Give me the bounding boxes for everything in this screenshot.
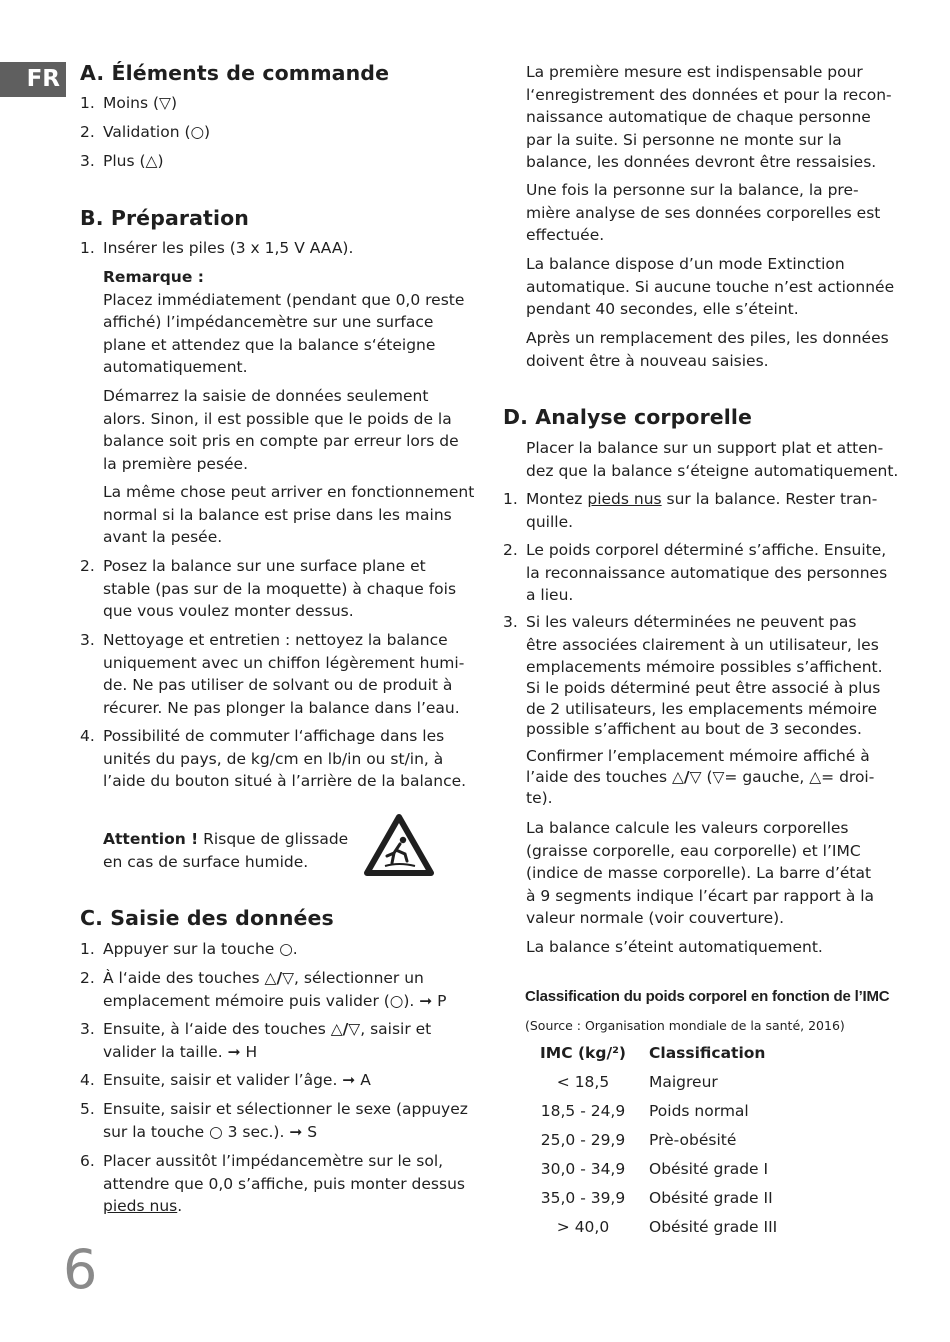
remark-label: Remarque :	[103, 268, 204, 286]
section-b-item-3: 3. Nettoyage et entretien : nettoyez la balance uniquement avec un chiffon légèrement humi- de. Ne pas utiliser de solvant ou de produit à récurer. Ne pas plonger la balance dans l’eau.	[80, 631, 465, 717]
table-row: 25,0 - 29,9 Prè-obésité	[540, 1130, 737, 1149]
section-d-paragraph-b: Confirmer l’emplacement mémoire affiché à l’aide des touches △/▽ (▽= gauche, △= droi- te).	[526, 747, 875, 807]
section-c-item-4: 4. Ensuite, saisir et valider l’âge. ➞ A	[80, 1071, 371, 1089]
minus-icon: ▽	[159, 94, 171, 112]
ok-icon: ○	[279, 940, 293, 958]
plus-minus-icon: △/▽	[330, 1020, 361, 1038]
remark-paragraph-3: La même chose peut arriver en fonctionnement normal si la balance est prise dans les mains avant la pesée.	[103, 483, 475, 546]
plus-icon: △	[809, 768, 822, 786]
table-row: 35,0 - 39,9 Obésité grade II	[540, 1188, 773, 1207]
section-a-item-1: 1. Moins (▽)	[80, 94, 178, 112]
table-row: > 40,0 Obésité grade III	[556, 1217, 778, 1236]
plus-minus-icon: △/▽	[264, 969, 295, 987]
section-b-title: B. Préparation	[80, 206, 249, 230]
table-row: 30,0 - 34,9 Obésité grade I	[540, 1159, 769, 1178]
measurement-paragraph-1: La première mesure est indispensable pour l‘enregistrement des données et pour la recon- naissance automatique de chaque personne par la suite. Si personne ne monte sur la balance, les données devront être ressaisies.	[526, 63, 892, 171]
ok-icon: ○	[190, 123, 205, 141]
section-d-paragraph-d: La balance s’éteint automatiquement.	[526, 938, 823, 956]
section-d-paragraph-c: La balance calcule les valeurs corporelles (graisse corporelle, eau corporelle) et l’IMC (indice de masse corporelle). La barre d’état à 9 segments indique l’écart par rapport à la valeur normale (voir couverture).	[526, 819, 875, 927]
plus-minus-icon: △/▽	[672, 768, 702, 786]
remark-paragraph-2: Démarrez la saisie de données seulement alors. Sinon, il est possible que le poids de la balance soit pris en compte par erreur lors de la première pesée.	[103, 387, 459, 473]
section-a-item-3: 3. Plus (△)	[80, 152, 164, 170]
table-row: 18,5 - 24,9 Poids normal	[540, 1101, 749, 1120]
table-row: < 18,5 Maigreur	[556, 1072, 718, 1091]
section-c-item-2: 2. À l‘aide des touches △/▽, sélectionner un emplacement mémoire puis valider (○). ➞ P	[80, 969, 447, 1010]
table-header-imc: IMC (kg/²)	[540, 1043, 626, 1062]
attention-note: Attention ! Risque de glissade en cas de surface humide.	[103, 830, 349, 871]
measurement-paragraph-2: Une fois la personne sur la balance, la pre- mière analyse de ses données corporelles est effectuée.	[526, 181, 881, 244]
imc-table	[521, 1038, 777, 1241]
ok-icon: ○	[209, 1122, 223, 1141]
section-d-intro: Placer la balance sur un support plat et atten- dez que la balance s‘éteigne automatiquement.	[526, 439, 899, 480]
section-c-title: C. Saisie des données	[80, 906, 334, 930]
section-d-title: D. Analyse corporelle	[503, 405, 753, 429]
measurement-paragraph-4: Après un remplacement des piles, les données doivent être à nouveau saisies.	[526, 329, 889, 370]
section-d-paragraph-a: Si le poids déterminé peut être associé à plus de 2 utilisateurs, les emplacements mémoire possible s’affichent au bout de 3 secondes.	[526, 679, 881, 738]
measurement-paragraph-3: La balance dispose d’un mode Extinction automatique. Si aucune touche n’est actionnée pendant 40 secondes, elle s’éteint.	[526, 255, 895, 318]
section-d-item-3: 3. Si les valeurs déterminées ne peuvent pas être associées clairement à un utilisateur, les emplacements mémoire possibles s’affichent.	[503, 613, 883, 676]
section-d-item-1: 1. Montez pieds nus sur la balance. Rester tran- quille.	[503, 490, 878, 531]
section-c-item-5: 5. Ensuite, saisir et sélectionner le sexe (appuyez sur la touche ○ 3 sec.). ➞ S	[80, 1100, 468, 1141]
table-header-row	[521, 1038, 777, 1067]
section-b-item-1: 1. Insérer les piles (3 x 1,5 V AAA).	[80, 239, 354, 257]
slippery-floor-warning-icon	[363, 813, 435, 879]
table-header-classification: Classification	[649, 1043, 766, 1062]
section-c-item-1: 1. Appuyer sur la touche ○.	[80, 940, 298, 958]
section-c-item-3: 3. Ensuite, à l‘aide des touches △/▽, saisir et valider la taille. ➞ H	[80, 1020, 432, 1061]
page-number: 6	[63, 1238, 98, 1301]
plus-icon: △	[145, 152, 158, 170]
section-a-item-2: 2. Validation (○)	[80, 123, 211, 141]
section-a-title: A. Éléments de commande	[80, 61, 390, 85]
classification-source: (Source : Organisation mondiale de la santé, 2016)	[525, 1018, 845, 1033]
section-d-item-2: 2. Le poids corporel déterminé s’affiche. Ensuite, la reconnaissance automatique des personnes a lieu.	[503, 541, 888, 604]
ok-icon: ○	[389, 991, 404, 1010]
section-b-item-2: 2. Posez la balance sur une surface plane et stable (pas sur de la moquette) à chaque fois que vous voulez monter dessus.	[80, 557, 457, 620]
remark-block: Remarque : Placez immédiatement (pendant que 0,0 reste affiché) l’impédancemètre sur une surface plane et attendez que la balance s‘éteigne automatiquement.	[103, 268, 465, 376]
classification-title: Classification du poids corporel en fonction de l’IMC	[525, 988, 890, 1005]
attention-label: Attention !	[103, 830, 199, 848]
language-tab: FR	[0, 62, 66, 97]
section-c-item-6: 6. Placer aussitôt l’impédancemètre sur le sol, attendre que 0,0 s’affiche, puis monter dessus pieds nus.	[80, 1152, 465, 1215]
section-b-item-4: 4. Possibilité de commuter l‘affichage dans les unités du pays, de kg/cm en lb/in ou st/in, à l’aide du bouton situé à l’arrière de la balance.	[80, 727, 467, 790]
minus-icon: ▽	[712, 768, 725, 786]
